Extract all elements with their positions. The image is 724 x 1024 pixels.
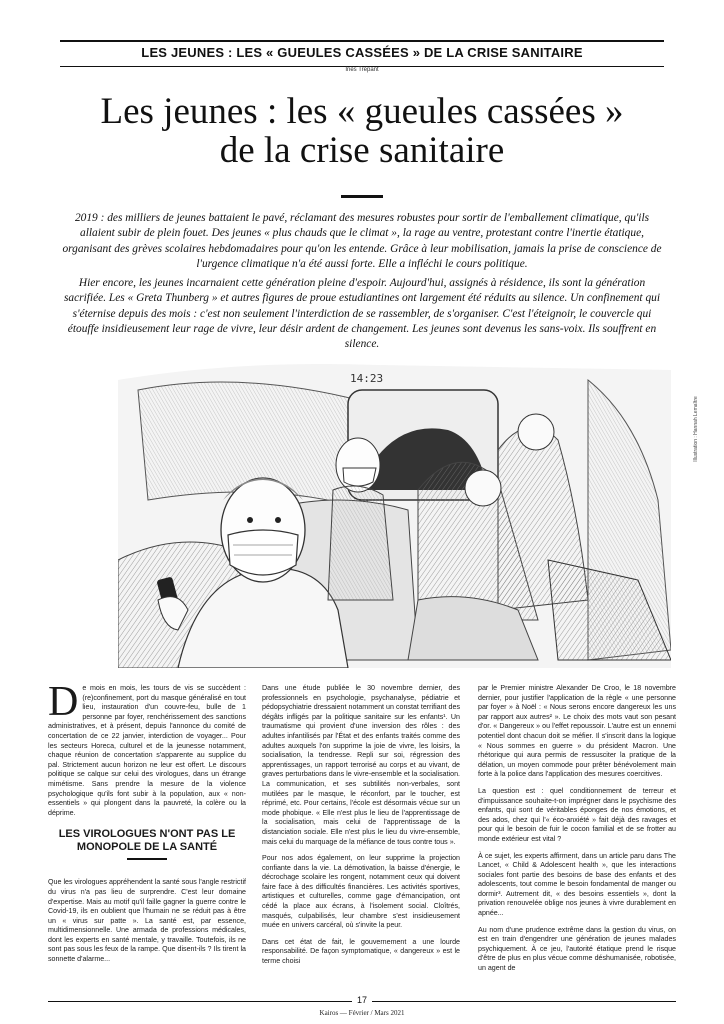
body-paragraph: Au nom d'une prudence extrême dans la gestion du virus, on est en train d'engendrer une génération de jeunes malades psychiquement. À ce jeu, l'autorité étatique prend le risque d'être de plus en plus vécue comme déshumanisée, robotisée, un agent de xyxy=(478,925,676,973)
body-paragraph: À ce sujet, les experts affirment, dans un article paru dans The Lancet, « Child & Adolescent health », que les interactions sociales font partie des besoins de base des enfants et des adolescents, tout comme le besoin fondamental de manger ou dormir³. Autrement dit, « des besoins essentiels », dont la privation renouvelée oblige nos jeunes à vivre durablement en apnée... xyxy=(478,851,676,918)
illustration-credit xyxy=(690,372,702,492)
body-text: e mois en mois, les tours de vis se succèdent : (re)confinement, port du masque généralisé en tout lieu, instauration d'un couvre-feu, bulle de 1 personne par foyer, renchérissement des sanctions administratives, et à présent, depuis l'annonce du comité de concertation de ce 22 janvier, interdiction de voyager... Pour les secteurs Horeca, culturel et de la jeunesse notamment, chaque réunion de concertation s'apparente au supplice du pal. Strictement aucun horizon ne leur est offert. Le discours politique se calque sur celui des virologues, dans un étrange mimétisme. Sans prendre la mesure de la violence psychologique qu'ils font subir à la population, aux « non-essentiels » qui plongent dans la pauvreté, la colère ou la déprime. xyxy=(48,684,246,817)
title-line-1: Les jeunes : les « gueules cassées » xyxy=(100,91,624,132)
title-separator xyxy=(341,195,383,198)
page-number: 17 xyxy=(352,995,372,1007)
article-title xyxy=(60,92,664,170)
header-top-rule xyxy=(60,40,664,42)
article-lead xyxy=(60,211,664,357)
column-2 xyxy=(262,684,460,974)
publication-footer: Kairos — Février / Mars 2021 xyxy=(319,1009,405,1017)
train-scene-illustration xyxy=(118,360,671,668)
body-paragraph: Pour nos ados également, on leur supprime la projection confiante dans la vie. La démotivation, la baisse d'énergie, le décrochage scolaire les rongent, notamment ceux qui doivent faire face à des difficultés financières. Les activités sportives, artistiques et culturelles, comme gage d'émancipation, ont cédé la place aux écrans, à l'isolement social. Cloîtrés, masqués, culpabilisés, leur chambre s'est insidieusement muée en univers carcéral, où s'invite la peur. xyxy=(262,854,460,930)
body-paragraph: Que les virologues appréhendent la santé sous l'angle restrictif du virus n'a pas lieu de surprendre. C'est leur domaine d'expertise. Mais au motif qu'il faille gagner la guerre contre le Covid-19, ils en oublient que l'humain ne se réduit pas à être un « virus sur patte ». La santé est, par essence, multidimensionnelle. Une armada de professions médicales, dont les experts en santé mentale, y travaille. Toutefois, ils ne sont pas sous les feux de la rampe. Que disent-ils ? Ils tirent la sonnette d'alarme... xyxy=(48,878,246,964)
column-1 xyxy=(48,679,246,972)
title-line-2: de la crise sanitaire xyxy=(219,130,505,171)
body-paragraph: Dans cet état de fait, le gouvernement a une lourde responsabilité. De façon symptomatique, « dangereux » est le terme choisi xyxy=(262,937,460,966)
drop-cap: D xyxy=(48,679,79,725)
section-subheading: LES VIROLOGUES N'ONT PAS LE MONOPOLE DE LA SANTÉ xyxy=(58,828,236,854)
article-body xyxy=(48,679,676,996)
body-paragraph xyxy=(48,679,246,818)
column-3 xyxy=(478,684,676,981)
section-kicker: LES JEUNES : LES « GUEULES CASSÉES » DE LA CRISE SANITAIRE xyxy=(141,45,583,60)
body-paragraph: La question est : quel conditionnement de terreur et d'impuissance souhaite-t-on imprégner dans le psychisme des enfants, qui sont de véritables éponges de nos émotions, et des ados, chez qui l'« éco-anxiété » fait déjà des ravages et pour qui le besoin de fuir le cocon familial et de se frotter au monde extérieur est vital ? xyxy=(478,786,676,843)
subheading-rule xyxy=(127,858,167,860)
illustration-drawing xyxy=(118,360,671,668)
clock-text: 14:23 xyxy=(350,372,384,385)
body-paragraph: Dans une étude publiée le 30 novembre dernier, des professionnels en psychologie, psychanalyse, pédiatrie et pédopsychiatrie dressaient notamment un constat terrifiant des dégâts infligés par la politique sanitaire sur les enfants¹. Un traumatisme qui provient d'une inversion des rôles : des adultes infantilisés par l'État et des enfants traités comme des adultes auxquels l'on supprime la joie de vivre, les loisirs, la socialisation, la tendresse. Repli sur soi, régression des apprentissages, un rapport terrorisé au corps et au vivant, de graves perturbations dans le vivre-ensemble et la socialisation. La communication, et ses subtilités non-verbales, sont mutilées par le masque, le réconfort, par le toucher, est réprimé, etc. Pour certains, l'école est désormais vécue sur un mode phobique. « Elle n'est plus le lieu de l'apprentissage de la socialisation, mais celui de l'apprentissage de la distanciation sociale. Elle n'est plus le lieu du vivre-ensemble, mais celui du marquage de la méfiance de tous contre tous ». xyxy=(262,684,460,846)
credit-text: Illustration : Hannah Lemaître xyxy=(693,396,699,462)
lead-paragraph-1: 2019 : des milliers de jeunes battaient le pavé, réclamant des mesures robustes pour sortir de l'emballement climatique, qu'ils allaient subir de plein fouet. Des jeunes « plus chauds que le climat », la rage au ventre, protestant contre l'inertie étatique, organisant des grèves scolaires hebdomadaires pour qu'on les entende. Grâce à leur mobilisation, jamais la prise de conscience de l'urgence climatique n'a été aussi forte. Elle a infléchi le cours politique. xyxy=(62,212,662,270)
author-name: Inès Trépant xyxy=(345,67,379,73)
body-paragraph: par le Premier ministre Alexander De Croo, le 18 novembre dernier, pour justifier l'application de la règle « une personne par foyer » à Noël : « Nous serons encore dangereux les uns par rapport aux autres² ». Le choix des mots vaut son pesant d'or. « Dangereux » ou l'effet repoussoir. L'autre est un ennemi potentiel dont chacun doit se méfier. Il s'inscrit dans la logique « Nous sommes en guerre » du président Macron. Une rhétorique qui aura permis de ressusciter la pratique de la délation, un moyen commode pour prêter bénévolement main forte à la police dans l'application des mesures coercitives. xyxy=(478,684,676,779)
lead-paragraph-2: Hier encore, les jeunes incarnaient cette génération pleine d'espoir. Aujourd'hui, assignés à résidence, ils sont la génération sacrifiée. Les « Greta Thunberg » et autres figures de proue estudiantines ont largement été réduits au silence. Un confinement qui s'éternise depuis des mois : c'est non seulement l'interdiction de se rassembler, de s'organiser. C'est l'éteignoir, le couvercle qui étouffe insidieusement leur rage de vivre, leur désir ardent de changement. Les jeunes sont devenus les sans-voix. Ils souffrent en silence. xyxy=(63,277,660,351)
